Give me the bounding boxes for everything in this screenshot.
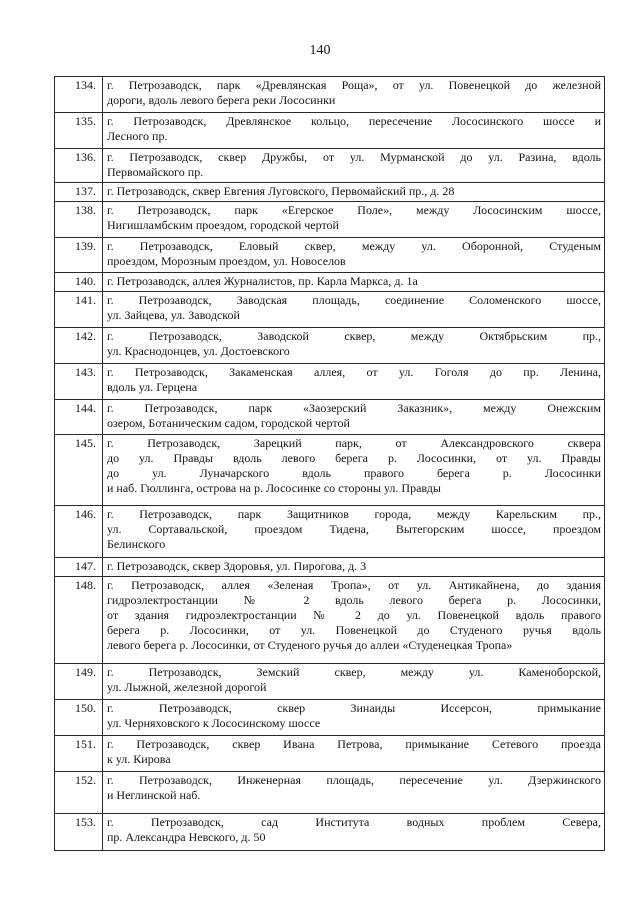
description-line: г. Петрозаводск, Зарецкий парк, от Александровского сквера (107, 436, 601, 450)
table-row (55, 238, 605, 273)
row-number: 145. (55, 435, 103, 506)
object-description (103, 506, 605, 558)
object-description (103, 700, 605, 736)
description-line: озером, Ботаническим садом, городской чертой (107, 416, 350, 430)
description-line: г. Петрозаводск, аллея «Зеленая Тропа», от ул. Антикайнена, до здания (107, 578, 601, 592)
table-row (55, 577, 605, 664)
description-line: г. Петрозаводск, Земский сквер, между ул. Каменоборской, (107, 665, 601, 679)
row-number: 135. (55, 113, 103, 149)
description-line: и Неглинской наб. (107, 788, 201, 802)
registry-table (54, 76, 605, 851)
object-description (103, 814, 605, 851)
description-line: левого берега р. Лососинки, от Студеного ручья до аллеи «Студенецкая Тропа» (107, 638, 513, 652)
row-number: 141. (55, 292, 103, 328)
table-row (55, 700, 605, 736)
table-row (55, 292, 605, 328)
description-line: вдоль ул. Герцена (107, 380, 198, 394)
description-line: г. Петрозаводск, сад Института водных проблем Севера, (107, 815, 601, 829)
description-line: ул. Лыжной, железной дорогой (107, 680, 267, 694)
row-number: 137. (55, 183, 103, 202)
description-line: ул. Зайцева, ул. Заводской (107, 308, 240, 322)
object-description (103, 664, 605, 700)
table-row (55, 273, 605, 292)
description-line: г. Петрозаводск, Древлянское кольцо, пересечение Лососинского шоссе и (107, 114, 601, 128)
description-line: к ул. Кирова (107, 752, 171, 766)
table-row (55, 558, 605, 577)
description-line: г. Петрозаводск, парк «Заозерский Заказник», между Онежским (107, 401, 601, 415)
description-line: до ул. Правды вдоль левого берега р. Лососинки, от ул. Правды (107, 451, 601, 465)
description-line: г. Петрозаводск, Заводская площадь, соединение Соломенского шоссе, (107, 293, 601, 307)
row-number: 148. (55, 577, 103, 664)
description-line: дороги, вдоль левого берега реки Лососинки (107, 93, 336, 107)
description-line: г. Петрозаводск, Закаменская аллея, от ул. Гоголя до пр. Ленина, (107, 365, 601, 379)
description-line: г. Петрозаводск, аллея Журналистов, пр. Карла Маркса, д. 1а (107, 274, 418, 288)
description-line: ул. Краснодонцев, ул. Достоевского (107, 344, 290, 358)
description-line: г. Петрозаводск, Инженерная площадь, пересечение ул. Дзержинского (107, 773, 601, 787)
object-description (103, 113, 605, 149)
object-description (103, 435, 605, 506)
row-number: 136. (55, 149, 103, 183)
row-number: 147. (55, 558, 103, 577)
description-line: ул. Черняховского к Лососинскому шоссе (107, 716, 321, 730)
row-number: 139. (55, 238, 103, 273)
page-number: 140 (309, 43, 331, 58)
object-description (103, 273, 605, 292)
object-description (103, 400, 605, 435)
description-line: до ул. Луначарского вдоль правого берега р. Лососинки (107, 466, 601, 480)
description-line: проездом, Морозным проездом, ул. Новоселов (107, 254, 346, 268)
table-row (55, 183, 605, 202)
row-number: 151. (55, 736, 103, 772)
table-row (55, 772, 605, 814)
table-row (55, 202, 605, 238)
row-number: 142. (55, 328, 103, 364)
object-description (103, 202, 605, 238)
description-line: г. Петрозаводск, сквер Ивана Петрова, примыкание Сетевого проезда (107, 737, 601, 751)
description-line: Нигишламбским проездом, городской чертой (107, 218, 339, 232)
table-row (55, 506, 605, 558)
description-line: ул. Сортавальской, проездом Тидена, Вытегорским шоссе, проездом (107, 522, 601, 536)
object-description (103, 77, 605, 113)
table-row (55, 149, 605, 183)
description-line: г. Петрозаводск, сквер Здоровья, ул. Пирогова, д. 3 (107, 559, 367, 573)
row-number: 146. (55, 506, 103, 558)
object-description (103, 328, 605, 364)
description-line: от здания гидроэлектростанции № 2 до ул. Повенецкой вдоль правого (107, 608, 601, 622)
row-number: 143. (55, 364, 103, 400)
object-description (103, 772, 605, 814)
description-line: Первомайского пр. (107, 165, 204, 179)
object-description (103, 577, 605, 664)
description-line: г. Петрозаводск, парк «Древлянская Роща», от ул. Повенецкой до железной (107, 78, 601, 92)
description-line: Лесного пр. (107, 129, 168, 143)
object-description (103, 558, 605, 577)
table-row (55, 77, 605, 113)
table-row (55, 814, 605, 851)
description-line: г. Петрозаводск, Заводской сквер, между Октябрьским пр., (107, 329, 601, 343)
description-line: и наб. Гюллинга, острова на р. Лососинке со стороны ул. Правды (107, 481, 441, 495)
object-description (103, 238, 605, 273)
description-line: берега р. Лососинки, от ул. Повенецкой до Студеного ручья вдоль (107, 623, 601, 637)
description-line: г. Петрозаводск, парк Защитников города, между Карельским пр., (107, 507, 601, 521)
description-line: г. Петрозаводск, сквер Евгения Луговского, Первомайский пр., д. 28 (107, 184, 455, 198)
table-row (55, 435, 605, 506)
object-description (103, 364, 605, 400)
object-description (103, 292, 605, 328)
row-number: 152. (55, 772, 103, 814)
description-line: Белинского (107, 537, 166, 551)
description-line: пр. Александра Невского, д. 50 (107, 830, 266, 844)
object-description (103, 149, 605, 183)
description-line: г. Петрозаводск, сквер Дружбы, от ул. Мурманской до ул. Разина, вдоль (107, 150, 601, 164)
table-row (55, 364, 605, 400)
table-row (55, 400, 605, 435)
row-number: 138. (55, 202, 103, 238)
row-number: 140. (55, 273, 103, 292)
row-number: 149. (55, 664, 103, 700)
registry-table-body (55, 77, 605, 851)
row-number: 150. (55, 700, 103, 736)
object-description (103, 736, 605, 772)
description-line: г. Петрозаводск, Еловый сквер, между ул. Оборонной, Студеным (107, 239, 601, 253)
table-row (55, 736, 605, 772)
row-number: 153. (55, 814, 103, 851)
object-description (103, 183, 605, 202)
description-line: гидроэлектростанции № 2 вдоль левого берега р. Лососинки, (107, 593, 601, 607)
table-row (55, 328, 605, 364)
row-number: 144. (55, 400, 103, 435)
row-number: 134. (55, 77, 103, 113)
table-row (55, 113, 605, 149)
description-line: г. Петрозаводск, парк «Егерское Поле», между Лососинским шоссе, (107, 203, 601, 217)
description-line: г. Петрозаводск, сквер Зинаиды Иссерсон, примыкание (107, 701, 601, 715)
table-row (55, 664, 605, 700)
